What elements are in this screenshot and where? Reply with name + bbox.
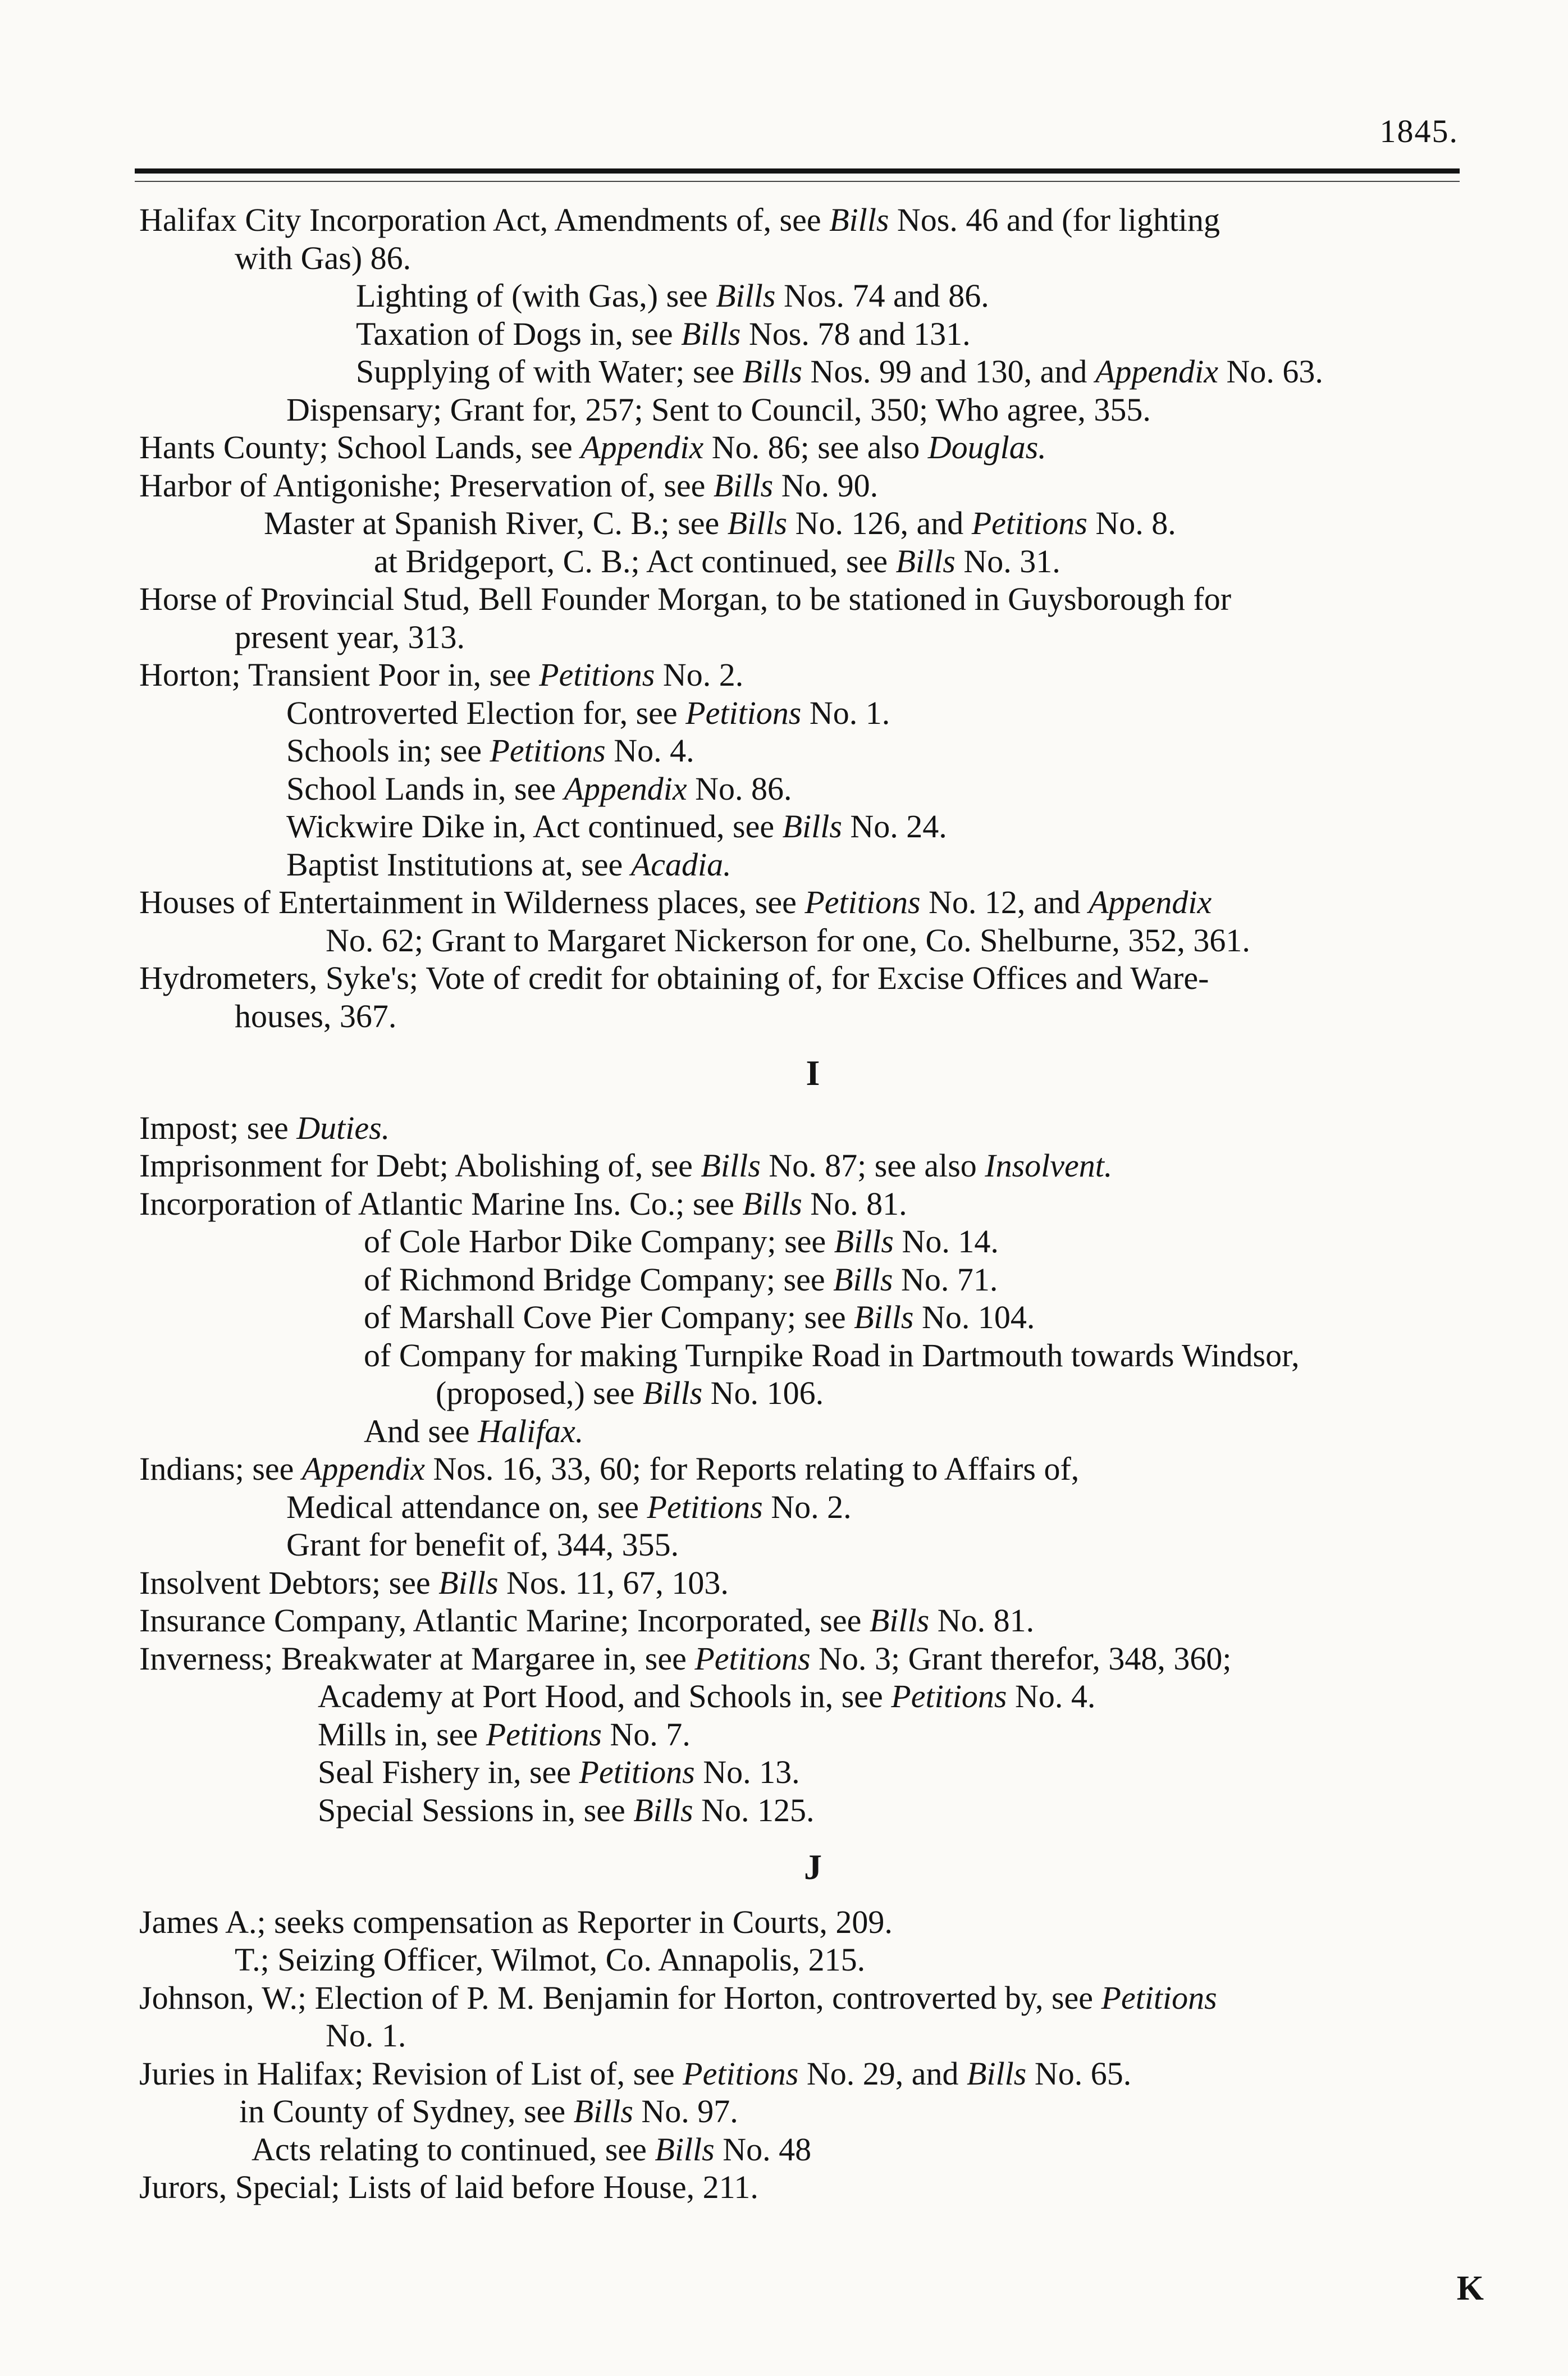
index-entry-line: of Marshall Cove Pier Company; see Bills No. 104. xyxy=(364,1299,1035,1335)
index-entry-line: Seal Fishery in, see Petitions No. 13. xyxy=(318,1754,800,1790)
index-entry-line: School Lands in, see Appendix No. 86. xyxy=(286,770,792,807)
index-entry-line: Hants County; School Lands, see Appendix No. 86; see also Douglas. xyxy=(139,429,1046,466)
index-entry-line: Johnson, W.; Election of P. M. Benjamin for Horton, controverted by, see Petitions xyxy=(139,1979,1217,2016)
header-rule xyxy=(135,168,1460,174)
index-entry-line: (proposed,) see Bills No. 106. xyxy=(436,1375,824,1411)
index-entry-line: No. 62; Grant to Margaret Nickerson for one, Co. Shelburne, 352, 361. xyxy=(326,922,1250,959)
index-entry-line: Wickwire Dike in, Act continued, see Bills No. 24. xyxy=(286,808,947,845)
index-entry-line: Master at Spanish River, C. B.; see Bills No. 126, and Petitions No. 8. xyxy=(264,505,1176,541)
index-entry-line: Mills in, see Petitions No. 7. xyxy=(318,1716,691,1753)
index-entry-line: T.; Seizing Officer, Wilmot, Co. Annapolis, 215. xyxy=(235,1941,866,1978)
index-entry-line: of Cole Harbor Dike Company; see Bills No. 14. xyxy=(364,1223,999,1260)
index-entry-line: James A.; seeks compensation as Reporter in Courts, 209. xyxy=(139,1903,893,1940)
index-entry-line: Inverness; Breakwater at Margaree in, see Petitions No. 3; Grant therefor, 348, 360; xyxy=(139,1640,1232,1677)
index-entry-line: Jurors, Special; Lists of laid before House, 211. xyxy=(139,2169,758,2205)
index-entry-line: Lighting of (with Gas,) see Bills Nos. 74 and 86. xyxy=(356,277,989,314)
page-year: 1845. xyxy=(1379,113,1459,149)
index-entry-line: of Richmond Bridge Company; see Bills No. 71. xyxy=(364,1261,998,1298)
index-entry-line: of Company for making Turnpike Road in Dartmouth towards Windsor, xyxy=(364,1337,1300,1374)
section-letter-i: I xyxy=(806,1053,820,1093)
index-entry-line: Imprisonment for Debt; Abolishing of, see Bills No. 87; see also Insolvent. xyxy=(139,1147,1113,1184)
index-entry-line: Academy at Port Hood, and Schools in, see Petitions No. 4. xyxy=(318,1678,1096,1714)
index-entry-line: Hydrometers, Syke's; Vote of credit for obtaining of, for Excise Offices and Ware- xyxy=(139,960,1209,996)
index-entry-line: at Bridgeport, C. B.; Act continued, see Bills No. 31. xyxy=(374,542,1060,580)
index-entry-line: Supplying of with Water; see Bills Nos. 99 and 130, and Appendix No. 63. xyxy=(356,353,1323,390)
catchword: K xyxy=(1456,2269,1484,2307)
index-entry-line: Medical attendance on, see Petitions No. 2. xyxy=(286,1488,852,1525)
index-entry-line: Taxation of Dogs in, see Bills Nos. 78 and 131. xyxy=(356,315,971,352)
index-entry-line: Grant for benefit of, 344, 355. xyxy=(286,1526,679,1563)
index-entry-line: Harbor of Antigonishe; Preservation of, see Bills No. 90. xyxy=(139,467,879,504)
index-entry-line: Insurance Company, Atlantic Marine; Incorporated, see Bills No. 81. xyxy=(139,1602,1035,1639)
index-entry-line: present year, 313. xyxy=(235,618,465,655)
index-entry-line: Horton; Transient Poor in, see Petitions No. 2. xyxy=(139,656,744,693)
index-entry-line: Impost; see Duties. xyxy=(139,1109,390,1146)
index-entry-line: Incorporation of Atlantic Marine Ins. Co.; see Bills No. 81. xyxy=(139,1185,907,1222)
section-letter-j: J xyxy=(804,1847,822,1887)
index-entry-line: Houses of Entertainment in Wilderness places, see Petitions No. 12, and Appendix xyxy=(139,884,1212,920)
index-entry-line: Special Sessions in, see Bills No. 125. xyxy=(318,1791,815,1828)
index-entry-line: Controverted Election for, see Petitions No. 1. xyxy=(286,694,890,731)
index-entry-line: And see Halifax. xyxy=(364,1412,584,1449)
index-entry-line: No. 1. xyxy=(326,2017,406,2054)
index-entry-line: in County of Sydney, see Bills No. 97. xyxy=(239,2093,738,2129)
index-entry-line: houses, 367. xyxy=(235,997,397,1034)
index-entry-line: Horse of Provincial Stud, Bell Founder Morgan, to be stationed in Guysborough for xyxy=(139,581,1232,617)
index-entry-line: with Gas) 86. xyxy=(235,239,412,276)
index-entry-line: Indians; see Appendix Nos. 16, 33, 60; for Reports relating to Affairs of, xyxy=(139,1451,1080,1487)
index-entry-line: Insolvent Debtors; see Bills Nos. 11, 67, 103. xyxy=(139,1564,729,1601)
index-entry-line: Acts relating to continued, see Bills No. 48 xyxy=(252,2131,812,2168)
index-entry-line: Dispensary; Grant for, 257; Sent to Council, 350; Who agree, 355. xyxy=(286,391,1151,428)
index-entry-line: Juries in Halifax; Revision of List of, see Petitions No. 29, and Bills No. 65. xyxy=(139,2055,1132,2092)
index-content xyxy=(139,201,1487,2206)
index-entry-line: Schools in; see Petitions No. 4. xyxy=(286,732,694,769)
index-entry-line: Baptist Institutions at, see Acadia. xyxy=(286,846,732,883)
index-entry-line: Halifax City Incorporation Act, Amendments of, see Bills Nos. 46 and (for lighting xyxy=(139,202,1220,238)
header-rule-thin xyxy=(135,181,1460,182)
